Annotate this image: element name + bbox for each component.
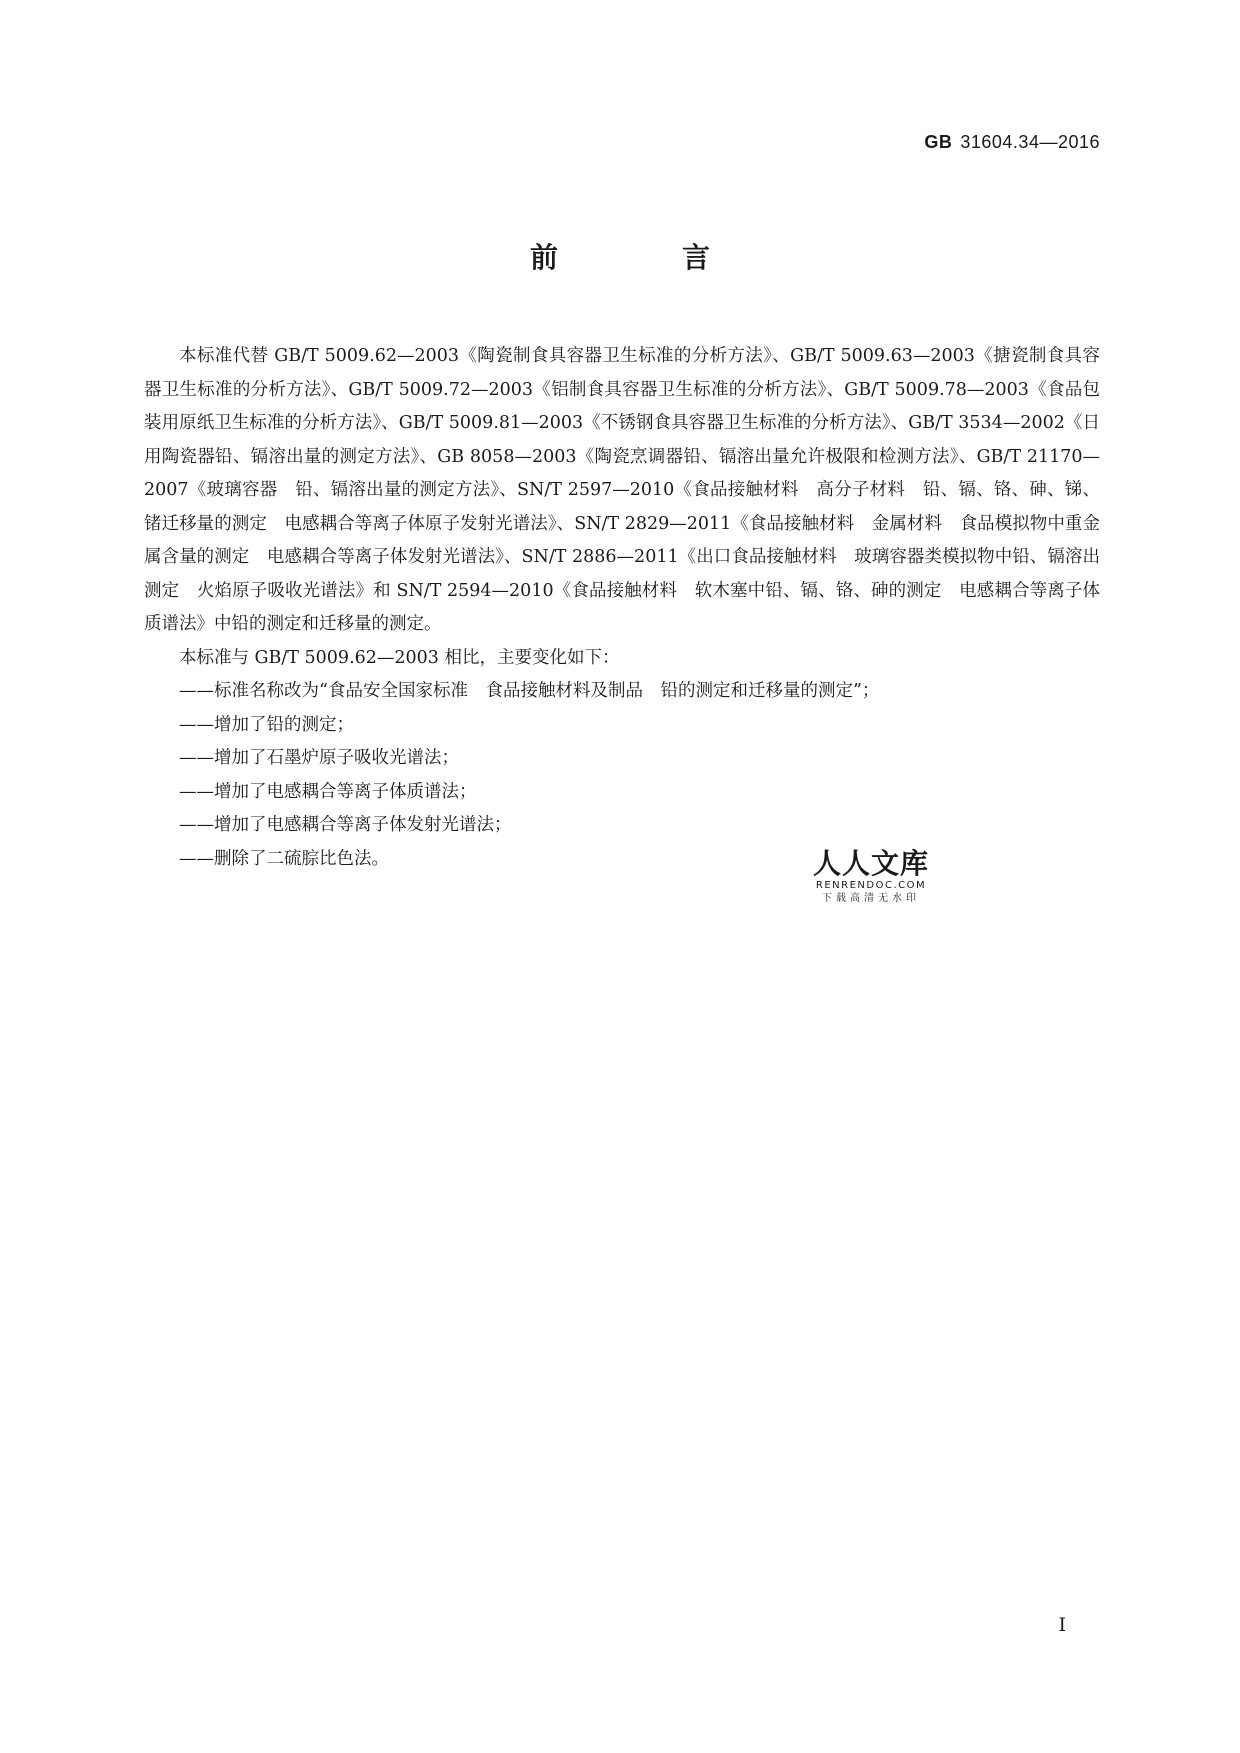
list-item: ——删除了二硫腙比色法。 xyxy=(179,848,389,869)
watermark-logo xyxy=(808,848,934,905)
list-item: ——增加了铅的测定； xyxy=(179,714,354,735)
watermark-name: 人人文库 xyxy=(812,847,929,880)
list-item: ——增加了石墨炉原子吸收光谱法； xyxy=(179,748,459,768)
intro-paragraph: 本标准代替 GB/T 5009.62—2003《陶瓷制食具容器卫生标准的分析方法》、GB/T 5009.63—2003《搪瓷制食具容器卫生标准的分析方法》、GB/T 5009.72—2003《铝制食具容器卫生标准的分析方法》、GB/T 5009.78—2003《食品包装用原纸卫生标准的分析方法》、GB/T 5009.81—2003《不锈钢食具容器卫生标准的分析方法》、GB/T 3534—2002《日用陶瓷器铅、镉溶出量的测定方法》、GB 8058—2003《陶瓷烹调器铅、镉溶出量允许极限和检测方法》、GB/T 21170—2007《玻璃容器 铅、镉溶出量的测定方法》、SN/T 2597—2010《食品接触材料 高分子材料 铅、镉、铬、砷、锑、锗迁移量的测定 电感耦合等离子体原子发射光谱法》、SN/T 2829—2011《食品接触材料 金属材料 食品模拟物中重金属含量的测定 电感耦合等离子体发射光谱法》、SN/T 2886—2011《出口食品接触材料 玻璃容器类模拟物中铅、镉溶出测定 火焰原子吸收光谱法》和 SN/T 2594—2010《食品接触材料 软木塞中铅、镉、铬、砷的测定 电感耦合等离子体质谱法》中铅的测定和迁移量的测定。 xyxy=(144,346,1100,634)
changes-list xyxy=(144,675,1100,876)
watermark-domain: RENRENDOC.COM xyxy=(815,880,927,891)
watermark-slogan: 下载高清无水印 xyxy=(822,893,920,904)
list-item: ——增加了电感耦合等离子体发射光谱法； xyxy=(179,815,512,835)
page-number: I xyxy=(1058,1614,1066,1636)
list-item: ——增加了电感耦合等离子体质谱法； xyxy=(179,781,477,802)
document-body xyxy=(144,340,1100,876)
standard-number: 31604.34—2016 xyxy=(960,132,1100,152)
standard-prefix: GB xyxy=(924,132,953,152)
page-title: 前 言 xyxy=(529,241,758,274)
changes-intro-paragraph: 本标准与 GB/T 5009.62—2003 相比，主要变化如下： xyxy=(179,647,620,668)
standard-code xyxy=(924,132,1100,153)
list-item: ——标准名称改为“食品安全国家标准 食品接触材料及制品 铅的测定和迁移量的测定”； xyxy=(179,681,880,701)
